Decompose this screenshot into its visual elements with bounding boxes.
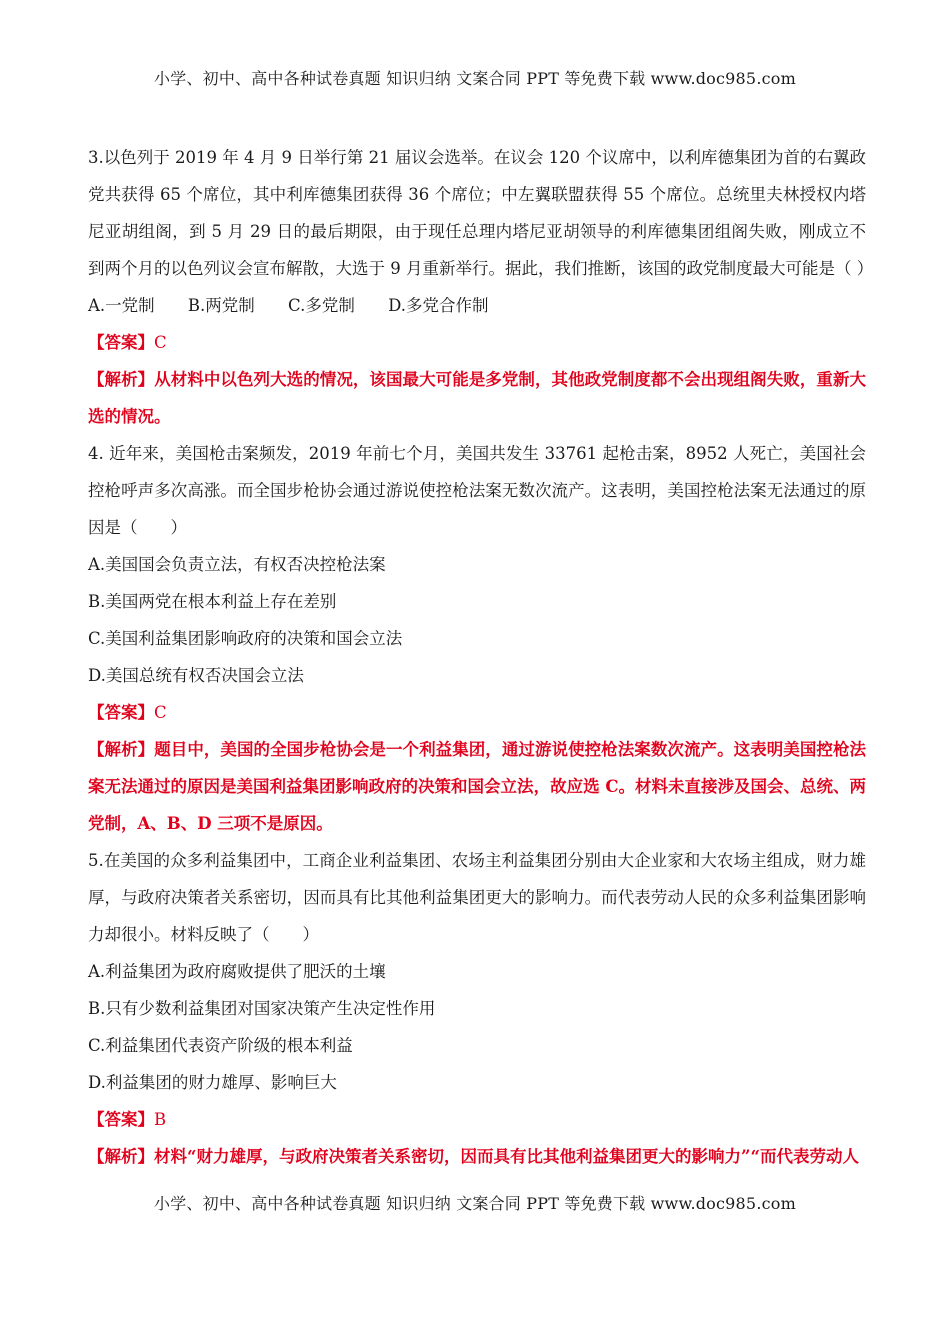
answer-label: 【答案】 xyxy=(88,1110,154,1129)
question-4-answer xyxy=(88,694,866,731)
page-header: 小学、初中、高中各种试卷真题 知识归纳 文案合同 PPT 等免费下载 www.doc985.com xyxy=(154,69,796,88)
question-5-option-d: D.利益集团的财力雄厚、影响巨大 xyxy=(88,1073,337,1092)
analysis-label: 【解析】 xyxy=(88,370,155,389)
answer-value: C xyxy=(154,703,167,722)
question-3-option-b: B.两党制 xyxy=(187,296,255,315)
page-footer: 小学、初中、高中各种试卷真题 知识归纳 文案合同 PPT 等免费下载 www.doc985.com xyxy=(154,1194,796,1213)
answer-label: 【答案】 xyxy=(88,703,154,722)
question-3-stem: 3.以色列于 2019 年 4 月 9 日举行第 21 届议会选举。在议会 120 个议席中，以利库德集团为首的右翼政党共获得 65 个席位，其中利库德集团获得 36 个席位；中左翼联盟获得 55 个席位。总统里夫林授权内塔尼亚胡组阁，到 5 月 29 日的最后期限，由于现任总理内塔尼亚胡领导的利库德集团组阁失败，刚成立不到两个月的以色列议会宣布解散，大选于 9 月重新举行。据此，我们推断，该国的政党制度最大可能是（ ） xyxy=(88,148,874,278)
answer-value: C xyxy=(154,333,167,352)
analysis-text: 材料“财力雄厚，与政府决策者关系密切，因而具有比其他利益集团更大的影响力”“而代表劳动人 xyxy=(154,1147,859,1166)
question-4-stem: 4. 近年来，美国枪击案频发，2019 年前七个月，美国共发生 33761 起枪击案，8952 人死亡，美国社会控枪呼声多次高涨。而全国步枪协会通过游说使控枪法案无数次流产。这表明，美国控枪法案无法通过的原因是（ ） xyxy=(88,444,866,537)
question-3-answer xyxy=(88,324,866,361)
answer-label: 【答案】 xyxy=(88,333,154,352)
question-3-option-d: D.多党合作制 xyxy=(388,296,489,315)
question-4-analysis xyxy=(88,731,866,842)
question-5-option-c: C.利益集团代表资产阶级的根本利益 xyxy=(88,1036,353,1055)
answer-value: B xyxy=(154,1110,167,1129)
question-3-options xyxy=(88,287,866,324)
analysis-text: 题目中，美国的全国步枪协会是一个利益集团，通过游说使控枪法案数次流产。这表明美国控枪法案无法通过的原因是美国利益集团影响政府的决策和国会立法，故应选 C。材料未直接涉及国会、总统、两党制，A、B、D 三项不是原因。 xyxy=(88,740,867,833)
question-5-option-b: B.只有少数利益集团对国家决策产生决定性作用 xyxy=(88,999,436,1018)
document-body xyxy=(88,139,874,1175)
analysis-label: 【解析】 xyxy=(88,740,155,759)
question-5-answer xyxy=(88,1101,866,1138)
question-4-option-b: B.美国两党在根本利益上存在差别 xyxy=(88,592,337,611)
question-5-analysis xyxy=(88,1138,866,1175)
question-5-stem: 5.在美国的众多利益集团中，工商企业利益集团、农场主利益集团分别由大企业家和大农场主组成，财力雄厚，与政府决策者关系密切，因而具有比其他利益集团更大的影响力。而代表劳动人民的众多利益集团影响力却很小。材料反映了（ ） xyxy=(88,851,866,944)
question-3-option-a: A.一党制 xyxy=(88,296,155,315)
question-4-option-d: D.美国总统有权否决国会立法 xyxy=(88,666,304,685)
analysis-label: 【解析】 xyxy=(88,1147,154,1166)
question-4-option-c: C.美国利益集团影响政府的决策和国会立法 xyxy=(88,629,403,648)
question-3-analysis xyxy=(88,361,866,435)
question-4-option-a: A.美国国会负责立法，有权否决控枪法案 xyxy=(88,555,386,574)
question-3-option-c: C.多党制 xyxy=(288,296,355,315)
analysis-text: 从材料中以色列大选的情况，该国最大可能是多党制，其他政党制度都不会出现组阁失败，重新大选的情况。 xyxy=(88,370,867,426)
question-5-option-a: A.利益集团为政府腐败提供了肥沃的土壤 xyxy=(88,962,386,981)
